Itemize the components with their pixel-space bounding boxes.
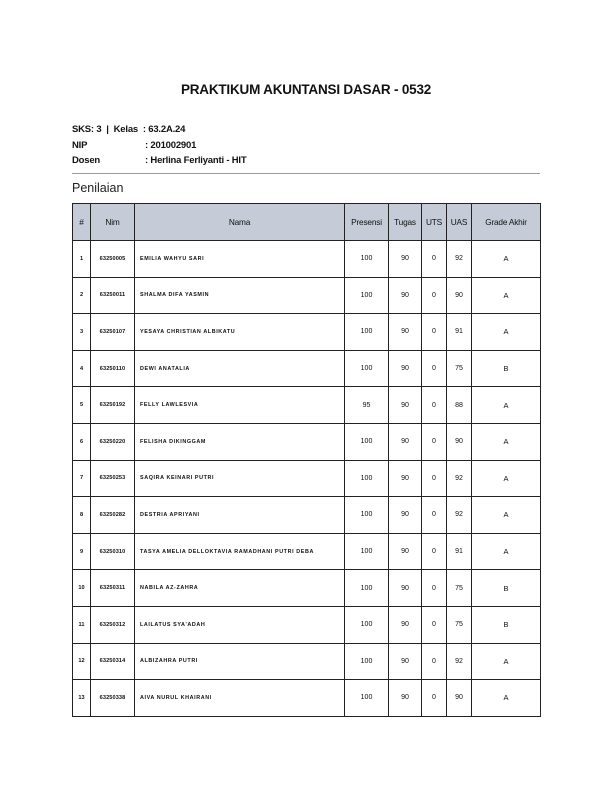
cell-no: 4 [73, 350, 91, 387]
cell-uts: 0 [422, 314, 447, 351]
course-info [72, 122, 246, 169]
nip-label: NIP [72, 139, 88, 151]
cell-tugas: 90 [389, 277, 422, 314]
table-row [73, 570, 541, 607]
cell-no: 10 [73, 570, 91, 607]
cell-nim: 63250005 [91, 241, 135, 278]
dosen-line [72, 153, 246, 169]
cell-grade: A [472, 314, 541, 351]
cell-tugas: 90 [389, 241, 422, 278]
cell-nama: SHALMA DIFA YASMIN [135, 277, 345, 314]
section-title: Penilaian [72, 181, 124, 195]
header-no: # [73, 204, 91, 241]
cell-no: 5 [73, 387, 91, 424]
cell-nim: 63250311 [91, 570, 135, 607]
cell-uas: 75 [447, 606, 472, 643]
cell-nama: DESTRIA APRIYANI [135, 497, 345, 534]
cell-tugas: 90 [389, 387, 422, 424]
cell-tugas: 90 [389, 350, 422, 387]
cell-presensi: 100 [345, 497, 389, 534]
cell-uts: 0 [422, 277, 447, 314]
cell-uts: 0 [422, 387, 447, 424]
cell-uas: 92 [447, 497, 472, 534]
cell-uas: 75 [447, 350, 472, 387]
table-row [73, 497, 541, 534]
cell-nim: 63250107 [91, 314, 135, 351]
cell-uts: 0 [422, 606, 447, 643]
cell-nim: 63250314 [91, 643, 135, 680]
sks-kelas-line [72, 122, 246, 138]
nip-line [72, 138, 246, 154]
cell-grade: B [472, 350, 541, 387]
cell-presensi: 100 [345, 606, 389, 643]
table-row [73, 277, 541, 314]
cell-uas: 91 [447, 314, 472, 351]
grades-table [72, 203, 541, 717]
cell-nim: 63250011 [91, 277, 135, 314]
cell-presensi: 100 [345, 643, 389, 680]
cell-nim: 63250312 [91, 606, 135, 643]
cell-no: 7 [73, 460, 91, 497]
page-title: PRAKTIKUM AKUNTANSI DASAR - 0532 [180, 82, 432, 97]
cell-no: 1 [73, 241, 91, 278]
cell-uts: 0 [422, 350, 447, 387]
cell-nim: 63250110 [91, 350, 135, 387]
cell-presensi: 100 [345, 460, 389, 497]
cell-no: 13 [73, 680, 91, 717]
cell-no: 9 [73, 533, 91, 570]
cell-nama: DEWI ANATALIA [135, 350, 345, 387]
cell-tugas: 90 [389, 570, 422, 607]
cell-nim: 63250192 [91, 387, 135, 424]
cell-nama: FELISHA DIKINGGAM [135, 423, 345, 460]
divider [72, 173, 540, 174]
table-row [73, 680, 541, 717]
cell-presensi: 95 [345, 387, 389, 424]
table-row [73, 314, 541, 351]
cell-nama: NABILA AZ-ZAHRA [135, 570, 345, 607]
cell-grade: A [472, 643, 541, 680]
cell-nim: 63250253 [91, 460, 135, 497]
cell-tugas: 90 [389, 680, 422, 717]
header-tugas: Tugas [389, 204, 422, 241]
cell-tugas: 90 [389, 533, 422, 570]
cell-presensi: 100 [345, 350, 389, 387]
cell-uas: 92 [447, 643, 472, 680]
cell-uas: 88 [447, 387, 472, 424]
cell-uas: 91 [447, 533, 472, 570]
cell-grade: A [472, 460, 541, 497]
cell-nim: 63250282 [91, 497, 135, 534]
header-nim: Nim [91, 204, 135, 241]
cell-grade: A [472, 497, 541, 534]
nip-value: : 201002901 [145, 139, 197, 151]
table-row [73, 387, 541, 424]
cell-uas: 92 [447, 241, 472, 278]
cell-uts: 0 [422, 460, 447, 497]
header-nama: Nama [135, 204, 345, 241]
cell-uas: 90 [447, 423, 472, 460]
table-row [73, 533, 541, 570]
cell-nama: FELLY LAWLESVIA [135, 387, 345, 424]
cell-no: 6 [73, 423, 91, 460]
cell-no: 11 [73, 606, 91, 643]
cell-grade: A [472, 387, 541, 424]
cell-tugas: 90 [389, 606, 422, 643]
cell-nama: SAQIRA KEINARI PUTRI [135, 460, 345, 497]
table-row [73, 423, 541, 460]
cell-uts: 0 [422, 241, 447, 278]
cell-grade: B [472, 606, 541, 643]
cell-nama: ALBIZAHRA PUTRI [135, 643, 345, 680]
table-row [73, 350, 541, 387]
sks-kelas-text: SKS: 3 | Kelas : 63.2A.24 [72, 124, 186, 136]
cell-tugas: 90 [389, 497, 422, 534]
cell-uts: 0 [422, 533, 447, 570]
cell-nama: AIVA NURUL KHAIRANI [135, 680, 345, 717]
cell-tugas: 90 [389, 314, 422, 351]
cell-nama: YESAYA CHRISTIAN ALBIKATU [135, 314, 345, 351]
table-header-row [73, 204, 541, 241]
table-row [73, 241, 541, 278]
cell-uts: 0 [422, 680, 447, 717]
header-uas: UAS [447, 204, 472, 241]
cell-uts: 0 [422, 497, 447, 534]
cell-presensi: 100 [345, 533, 389, 570]
cell-tugas: 90 [389, 423, 422, 460]
cell-presensi: 100 [345, 277, 389, 314]
cell-no: 12 [73, 643, 91, 680]
cell-nama: LAILATUS SYA'ADAH [135, 606, 345, 643]
cell-no: 3 [73, 314, 91, 351]
header-grade: Grade Akhir [472, 204, 541, 241]
dosen-label: Dosen [72, 155, 101, 167]
header-uts: UTS [422, 204, 447, 241]
cell-uts: 0 [422, 643, 447, 680]
cell-presensi: 100 [345, 314, 389, 351]
cell-presensi: 100 [345, 423, 389, 460]
cell-grade: A [472, 680, 541, 717]
cell-tugas: 90 [389, 460, 422, 497]
cell-uas: 90 [447, 680, 472, 717]
cell-uas: 92 [447, 460, 472, 497]
cell-presensi: 100 [345, 241, 389, 278]
cell-no: 8 [73, 497, 91, 534]
table-row [73, 606, 541, 643]
table-row [73, 460, 541, 497]
cell-presensi: 100 [345, 680, 389, 717]
cell-grade: A [472, 533, 541, 570]
cell-nim: 63250220 [91, 423, 135, 460]
cell-uas: 90 [447, 277, 472, 314]
cell-nama: TASYA AMELIA DELLOKTAVIA RAMADHANI PUTRI DEBA [135, 533, 345, 570]
cell-uts: 0 [422, 570, 447, 607]
cell-grade: A [472, 423, 541, 460]
cell-grade: A [472, 241, 541, 278]
cell-grade: B [472, 570, 541, 607]
cell-no: 2 [73, 277, 91, 314]
cell-uts: 0 [422, 423, 447, 460]
cell-grade: A [472, 277, 541, 314]
cell-presensi: 100 [345, 570, 389, 607]
dosen-value: : Herlina Ferliyanti - HIT [145, 155, 247, 167]
cell-nim: 63250338 [91, 680, 135, 717]
cell-uas: 75 [447, 570, 472, 607]
cell-nim: 63250310 [91, 533, 135, 570]
table-row [73, 643, 541, 680]
cell-nama: EMILIA WAHYU SARI [135, 241, 345, 278]
header-presensi: Presensi [345, 204, 389, 241]
cell-tugas: 90 [389, 643, 422, 680]
